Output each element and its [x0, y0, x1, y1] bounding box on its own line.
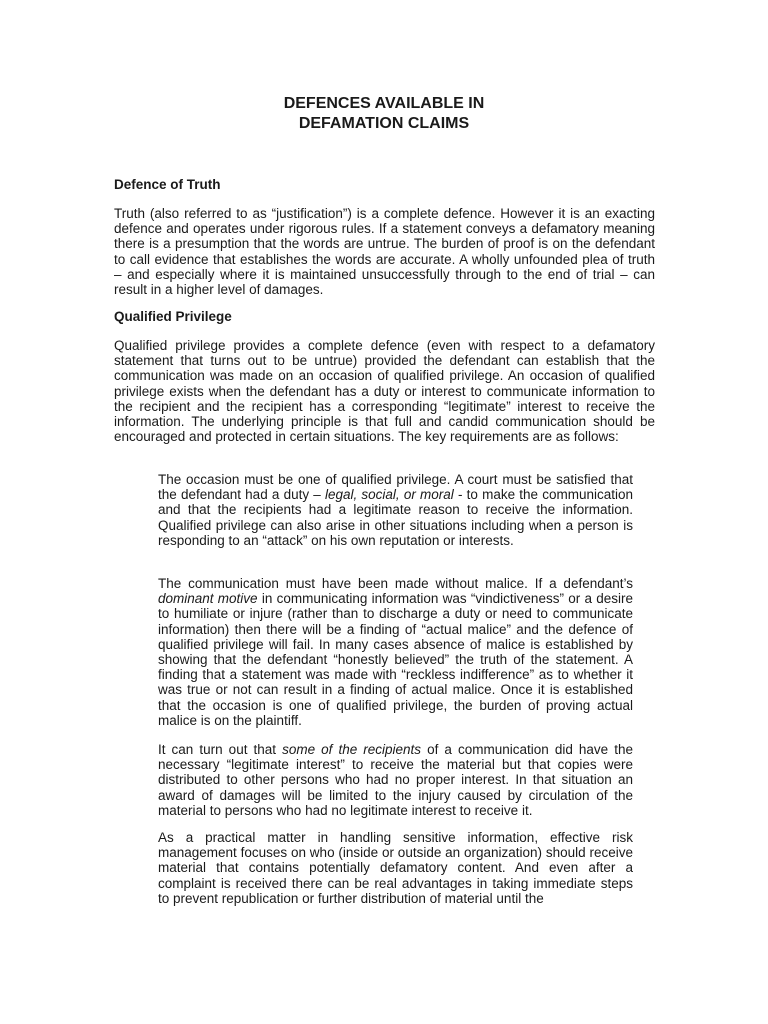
practical-matter-paragraph: As a practical matter in handling sensitive information, effective risk management focuses on who (inside or outside an organization) should receive material that contains potentially defamatory content. And even after a complaint is received there can be real advantages in taking immediate steps to prevent republication or further distribution of material until the: [158, 830, 633, 906]
requirement-occasion-text-b: - to make the communication and that the recipients had a legitimate reason to receive the information. Qualified privilege can also arise in other situations including when a person is responding to an “attack” on his own reputation or interests.: [158, 487, 634, 548]
title-line-2: DEFAMATION CLAIMS: [298, 115, 470, 132]
requirement-recipients-text-b: of a communication did have the necessary “legitimate interest” to receive the material but that copies were distributed to other persons who had no proper interest. In that situation an award of damages will be limited to the injury caused by circulation of the material to persons who had no legitimate interest to receive it.: [158, 742, 633, 818]
requirement-recipients-emphasis: some of the recipients: [282, 742, 422, 757]
section-heading-truth: Defence of Truth: [114, 177, 221, 192]
requirement-recipients: [158, 742, 633, 818]
requirement-malice-text-a: The communication must have been made without malice. If a defendant’s: [158, 576, 633, 591]
requirement-occasion-emphasis: legal, social, or moral: [324, 487, 454, 503]
document-title: [0, 94, 768, 134]
requirement-occasion: [158, 472, 633, 548]
privilege-paragraph: Qualified privilege provides a complete defence (even with respect to a defamatory statement that turns out to be untrue) provided the defendant can establish that the communication was made on an occasion of qualified privilege. An occasion of qualified privilege exists when the defendant has a duty or interest to communicate information to the recipient and the recipient has a corresponding “legitimate” interest to receive the information. The underlying principle is that full and candid communication should be encouraged and protected in certain situations. The key requirements are as follows:: [114, 338, 655, 445]
requirement-malice: [158, 576, 633, 728]
requirement-malice-text-b: in communicating information was “vindictiveness” or a desire to humiliate or injure (rather than to discharge a duty or need to communicate information) then there will be a finding of “actual malice” and the defence of qualified privilege will fail. In many cases absence of malice is established by showing that the defendant “honestly believed” the truth of the statement. A finding that a statement was made with “reckless indifference” as to whether it was true or not can result in a finding of actual malice. Once it is established that the occasion is one of qualified privilege, the burden of proving actual malice is on the plaintiff.: [158, 591, 633, 728]
title-line-1: DEFENCES AVAILABLE IN: [283, 95, 485, 112]
requirement-malice-emphasis: dominant motive: [158, 591, 258, 607]
requirement-recipients-text-a: It can turn out that: [158, 742, 283, 757]
truth-paragraph: Truth (also referred to as “justification”) is a complete defence. However it is an exacting defence and operates under rigorous rules. If a statement conveys a defamatory meaning there is a presumption that the words are untrue. The burden of proof is on the defendant to call evidence that establishes the words are accurate. A wholly unfounded plea of truth – and especially where it is maintained unsuccessfully through to the end of trial – can result in a higher level of damages.: [114, 206, 655, 298]
requirement-occasion-text-a: The occasion must be one of qualified privilege. A court must be satisfied that the defendant had a duty –: [158, 472, 633, 503]
section-heading-privilege: Qualified Privilege: [114, 309, 232, 324]
